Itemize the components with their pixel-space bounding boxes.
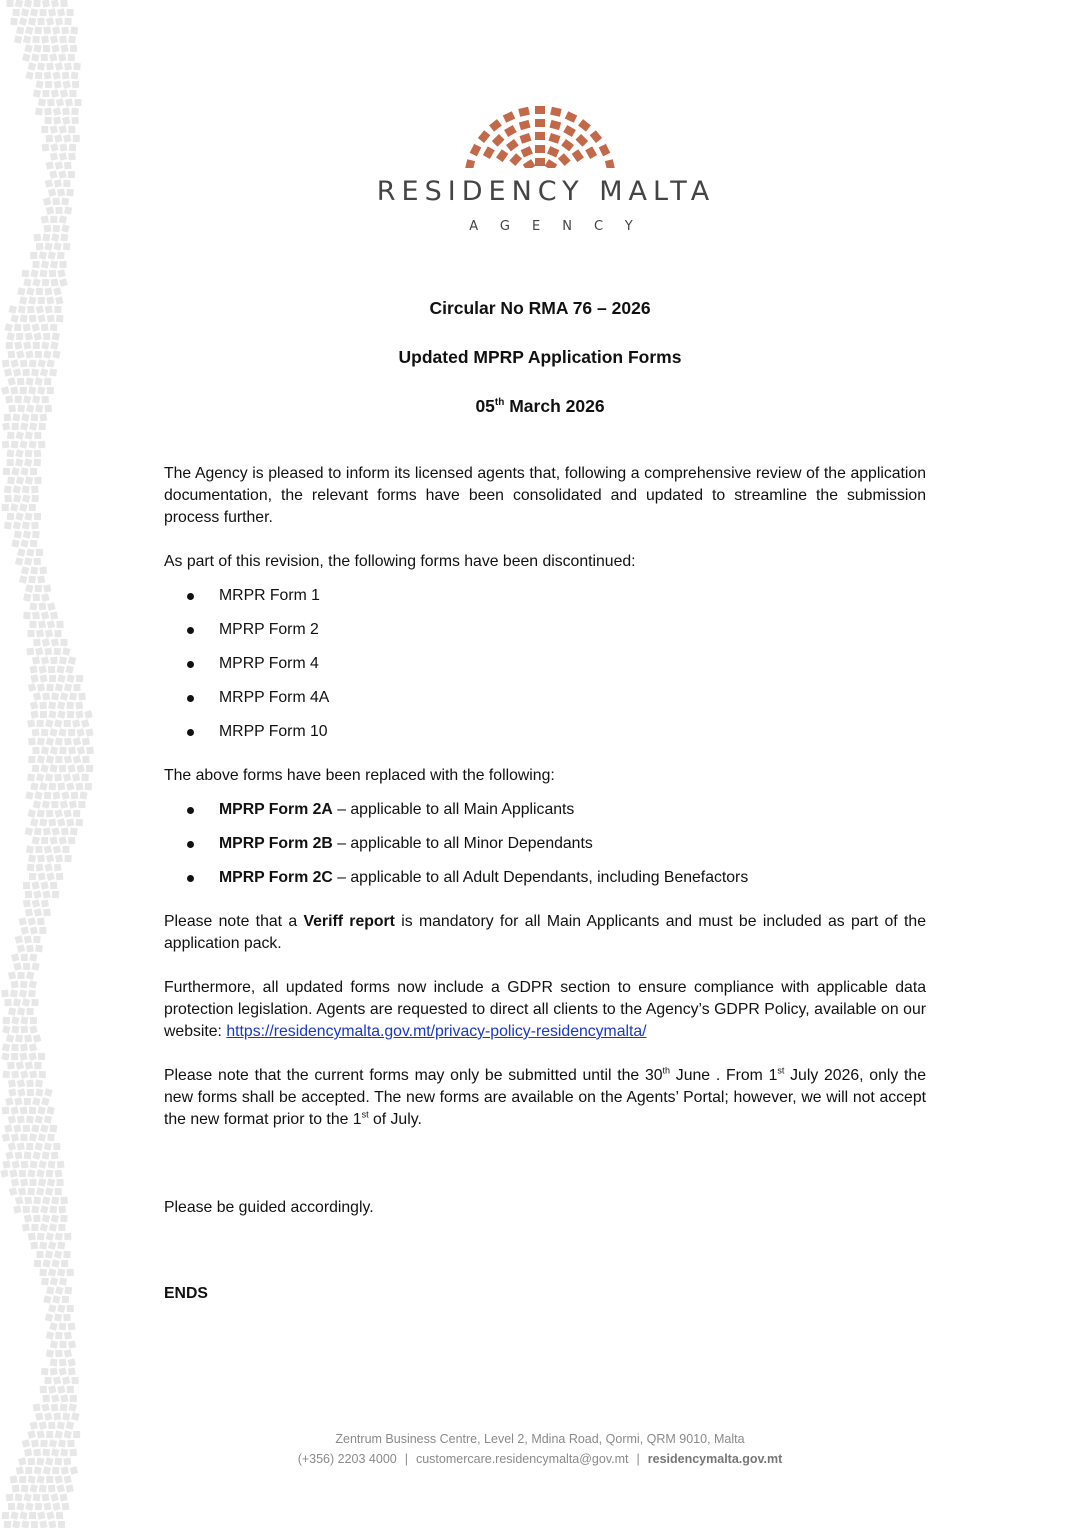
footer-contacts: (+356) 2203 4000 | customercare.residencymalta@gov.mt | residencymalta.gov.mt — [297, 1452, 783, 1466]
replacement-forms-list — [164, 799, 926, 901]
footer-phone: (+356) 2203 4000 — [297, 1452, 397, 1466]
discontinued-forms-list — [164, 585, 926, 755]
list-item: MPRP Form 2A – applicable to all Main Applicants — [164, 799, 926, 833]
circular-date: 05th March 2026 — [475, 396, 605, 416]
replaced-intro: The above forms have been replaced with the following: — [164, 767, 555, 784]
list-item: MRPR Form 1 — [164, 585, 926, 619]
dates-paragraph: Please note that the current forms may only be submitted until the 30th June . From 1st July 2026, only the new forms shall be accepted. The new forms are available on the Agents’ Portal; however, we will not accept the new format prior to the 1st of July. — [164, 1065, 926, 1128]
org-subtitle: AGENCY — [469, 219, 655, 234]
ends-marker: ENDS — [164, 1285, 208, 1302]
list-item: MPRP Form 2B – applicable to all Minor Dependants — [164, 833, 926, 867]
footer-address: Zentrum Business Centre, Level 2, Mdina Road, Qormi, QRM 9010, Malta — [335, 1432, 745, 1446]
gdpr-policy-link[interactable]: https://residencymalta.gov.mt/privacy-policy-residencymalta/ — [226, 1023, 647, 1040]
gdpr-paragraph: Furthermore, all updated forms now include a GDPR section to ensure compliance with applicable data protection legislation. Agents are requested to direct all clients to the Agency’s GDPR Policy, available on our website: https://residencymalta.gov.mt/privacy-policy-residencymalta/ — [164, 979, 926, 1040]
intro-paragraph: The Agency is pleased to inform its licensed agents that, following a comprehensive review of the application documentation, the relevant forms have been consolidated and updated to streamline the submission process further. — [164, 465, 926, 526]
list-item: MRPP Form 10 — [164, 721, 926, 755]
list-item: MRPP Form 4A — [164, 687, 926, 721]
closing-line: Please be guided accordingly. — [164, 1199, 374, 1216]
list-item: MPRP Form 2C – applicable to all Adult Dependants, including Benefactors — [164, 867, 926, 901]
residency-malta-logo-icon — [456, 98, 624, 168]
list-item: MPRP Form 2 — [164, 619, 926, 653]
org-name: RESIDENCY MALTA — [376, 176, 716, 207]
list-item: MPRP Form 4 — [164, 653, 926, 687]
footer-website[interactable]: residencymalta.gov.mt — [647, 1452, 783, 1466]
veriff-paragraph: Please note that a Veriff report is mandatory for all Main Applicants and must be included as part of the application pack. — [164, 913, 926, 952]
circular-subject: Updated MPRP Application Forms — [398, 347, 682, 367]
circular-number: Circular No RMA 76 – 2026 — [429, 298, 651, 318]
footer-email[interactable]: customercare.residencymalta@gov.mt — [415, 1452, 629, 1466]
discontinued-intro: As part of this revision, the following forms have been discontinued: — [164, 553, 636, 570]
